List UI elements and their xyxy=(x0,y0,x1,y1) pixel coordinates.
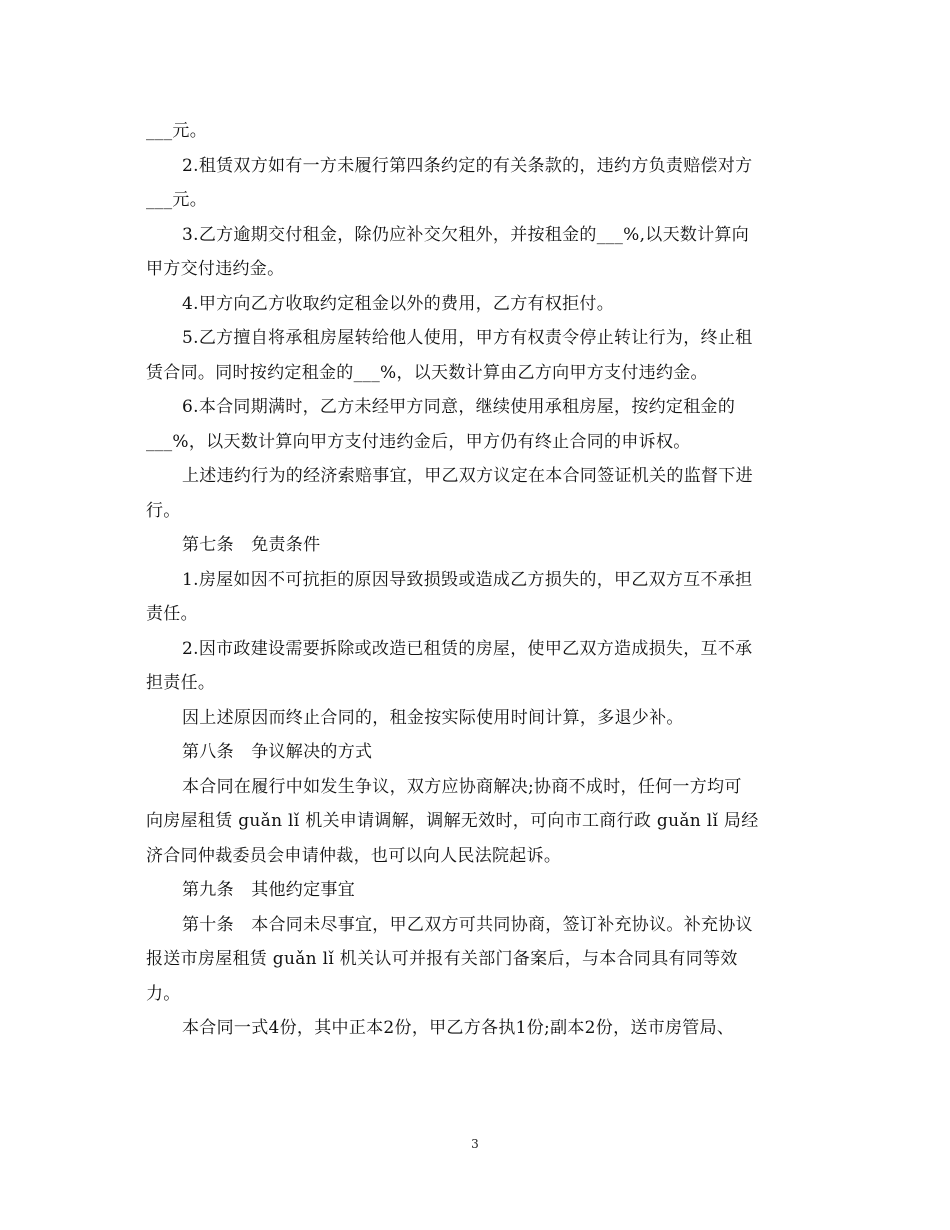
text-line: 2.租赁双方如有一方未履行第四条约定的有关条款的，违约方负责赔偿对方 xyxy=(182,155,753,176)
article-7-heading xyxy=(146,528,816,563)
paragraph-art7-clause-2-cont xyxy=(146,666,816,701)
paragraph-clause-2-cont xyxy=(146,183,816,218)
text-line: 济合同仲裁委员会申请仲裁，也可以向人民法院起诉。 xyxy=(146,845,562,866)
paragraph-clause-3-cont xyxy=(146,252,816,287)
text-line: 6.本合同期满时，乙方未经甲方同意，继续使用承租房屋，按约定租金的 xyxy=(182,397,736,417)
text-line: 4.甲方向乙方收取约定租金以外的费用，乙方有权拒付。 xyxy=(182,293,615,314)
paragraph-art8-body xyxy=(146,770,816,805)
text-line: 第七条 免责条件 xyxy=(182,535,321,555)
article-10-body xyxy=(146,908,816,943)
paragraph-art7-clause-1-cont xyxy=(146,597,816,632)
text-line: 力。 xyxy=(146,983,181,1004)
text-line: 本合同在履行中如发生争议，双方应协商解决;协商不成时，任何一方均可 xyxy=(182,776,742,797)
paragraph-art7-clause-1 xyxy=(146,563,816,598)
text-line: 赁合同。同时按约定租金的___%，以天数计算由乙方向甲方支付违约金。 xyxy=(146,362,708,383)
paragraph-clause-2 xyxy=(146,149,816,184)
paragraph-clause-6-cont xyxy=(146,425,816,460)
text-line: 第八条 争议解决的方式 xyxy=(182,742,373,762)
text-line: 3.乙方逾期交付租金，除仍应补交欠租外，并按租金的___%,以天数计算向 xyxy=(182,224,750,245)
article-10-body-cont-1 xyxy=(146,942,816,977)
text-line: 担责任。 xyxy=(146,673,216,693)
paragraph-clause-5 xyxy=(146,321,816,356)
text-line: 5.乙方擅自将承租房屋转给他人使用，甲方有权责令停止转让行为，终止租 xyxy=(182,328,753,348)
article-8-heading xyxy=(146,735,816,770)
paragraph-art7-note xyxy=(146,701,816,736)
article-10-body-cont-2 xyxy=(146,977,816,1012)
paragraph-clause-3 xyxy=(146,218,816,253)
article-9-heading xyxy=(146,873,816,908)
text-line: 1.房屋如因不可抗拒的原因导致损毁或造成乙方损失的，甲乙双方互不承担 xyxy=(182,569,753,590)
text-line: 向房屋租赁 guǎn lǐ 机关申请调解，调解无效时，可向市工商行政 guǎn lǐ 局经 xyxy=(146,811,759,831)
text-line: ___元。 xyxy=(146,121,207,141)
paragraph-clause-5-cont xyxy=(146,356,816,391)
paragraph-clause-6 xyxy=(146,390,816,425)
paragraph-summary-cont xyxy=(146,494,816,529)
text-line: ___元。 xyxy=(146,190,207,210)
text-line: 因上述原因而终止合同的，租金按实际使用时间计算，多退少补。 xyxy=(182,707,684,728)
text-line: 行。 xyxy=(146,500,181,521)
text-line: 报送市房屋租赁 guǎn lǐ 机关认可并报有关部门备案后，与本合同具有同等效 xyxy=(146,949,738,969)
text-line: 第九条 其他约定事宜 xyxy=(182,880,355,900)
paragraph-continuation xyxy=(146,114,816,149)
text-line: 上述违约行为的经济索赔事宜，甲乙双方议定在本合同签证机关的监督下进 xyxy=(182,466,753,486)
text-line: 责任。 xyxy=(146,604,198,624)
document-body xyxy=(146,114,816,1046)
text-line: 第十条 本合同未尽事宜，甲乙双方可共同协商，签订补充协议。补充协议 xyxy=(182,914,753,935)
page-number: 3 xyxy=(471,1137,479,1151)
paragraph-clause-4 xyxy=(146,287,816,322)
paragraph-art8-body-cont-2 xyxy=(146,839,816,874)
paragraph-art7-clause-2 xyxy=(146,632,816,667)
paragraph-art8-body-cont-1 xyxy=(146,804,816,839)
text-line: 甲方交付违约金。 xyxy=(146,259,285,279)
paragraph-summary xyxy=(146,459,816,494)
text-line: 2.因市政建设需要拆除或改造已租赁的房屋，使甲乙双方造成损失，互不承 xyxy=(182,638,753,659)
paragraph-copies xyxy=(146,1011,816,1046)
text-line: ___%，以天数计算向甲方支付违约金后，甲方仍有终止合同的申诉权。 xyxy=(146,431,691,452)
text-line: 本合同一式4份，其中正本2份，甲乙方各执1份;副本2份，送市房管局、 xyxy=(182,1018,735,1038)
